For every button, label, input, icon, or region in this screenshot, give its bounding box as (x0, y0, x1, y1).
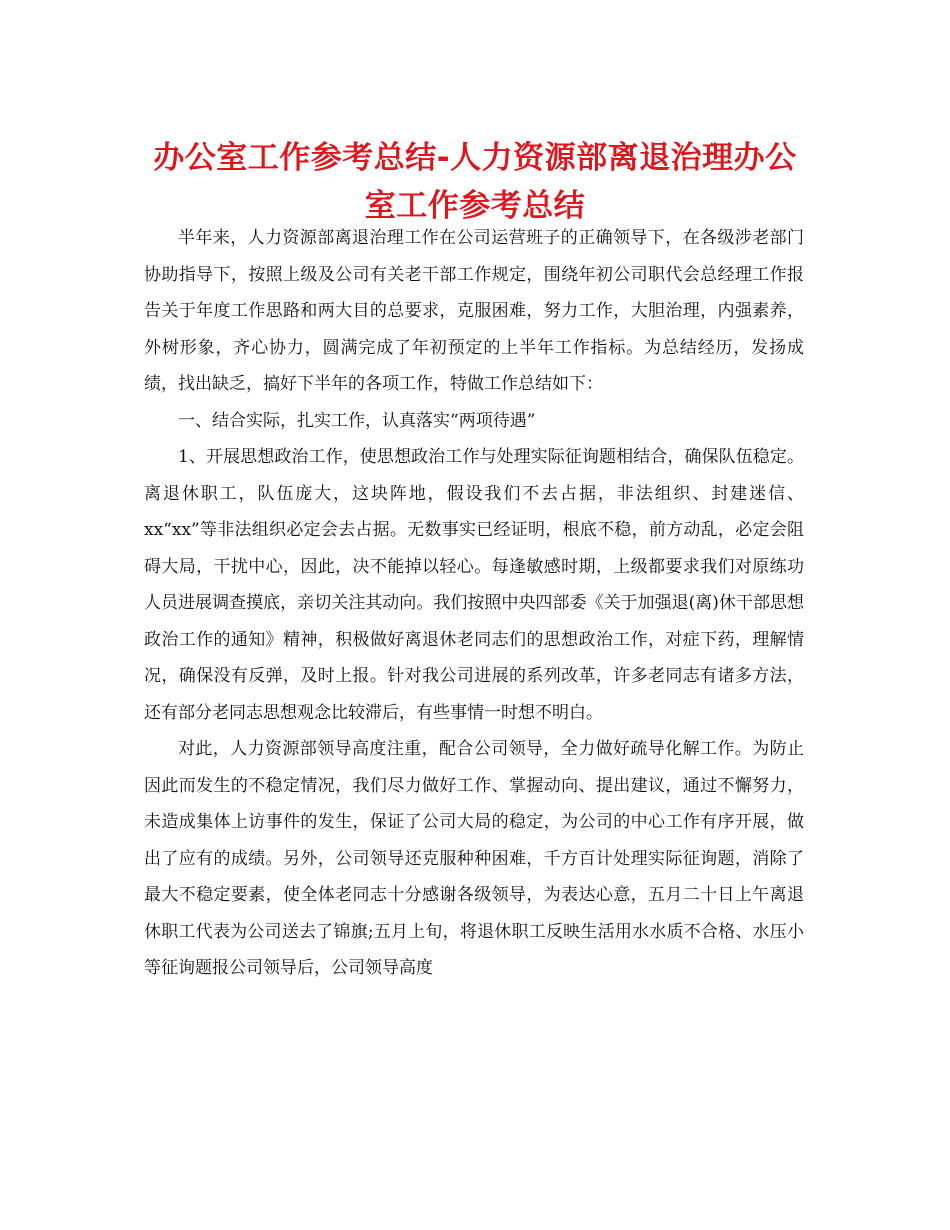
section-heading-1: 一、结合实际，扎实工作，认真落实“两项待遇” (178, 410, 536, 431)
document-body (144, 220, 804, 987)
paragraph-followup: 对此，人力资源部领导高度注重，配合公司领导，全力做好疏导化解工作。为防止因此而发生的不稳定情况，我们尽力做好工作、掌握动向、提出建议，通过不懈努力，未造成集体上访事件的发生，保证了公司大局的稳定，为公司的中心工作有序开展，做出了应有的成绩。另外，公司领导还克服种种困难，千方百计处理实际征询题，消除了最大不稳定要素，使全体老同志十分感谢各级领导，为表达心意，五月二十日上午离退休职工代表为公司送去了锦旗;五月上旬，将退休职工反映生活用水水质不合格、水压小等征询题报公司领导后，公司领导高度 (144, 739, 804, 978)
document-title: 办公室工作参考总结-人力资源部离退治理办公室工作参考总结 (153, 140, 797, 224)
paragraph-item-1: 1、开展思想政治工作，使思想政治工作与处理实际征询题相结合，确保队伍稳定。离退休职工，队伍庞大，这块阵地，假设我们不去占据，非法组织、封建迷信、xx“xx”等非法组织必定会去占据。无数事实已经证明，根底不稳，前方动乱，必定会阻碍大局，干扰中心，因此，决不能掉以轻心。每逢敏感时期，上级都要求我们对原练功人员进展调查摸底，亲切关注其动向。我们按照中央四部委《关于加强退(离)休干部思想政治工作的通知》精神，积极做好离退休老同志们的思想政治工作，对症下药，理解情况，确保没有反弹，及时上报。针对我公司进展的系列改革，许多老同志有诸多方法，还有部分老同志思想观念比较滞后，有些事情一时想不明白。 (144, 447, 804, 723)
paragraph-intro: 半年来，人力资源部离退治理工作在公司运营班子的正确领导下，在各级涉老部门协助指导下，按照上级及公司有关老干部工作规定，围绕年初公司职代会总经理工作报告关于年度工作思路和两大目的总要求，克服困难，努力工作，大胆治理，内强素养，外树形象，齐心协力，圆满完成了年初预定的上半年工作指标。为总结经历，发扬成绩，找出缺乏，搞好下半年的各项工作，特做工作总结如下： (144, 228, 804, 394)
